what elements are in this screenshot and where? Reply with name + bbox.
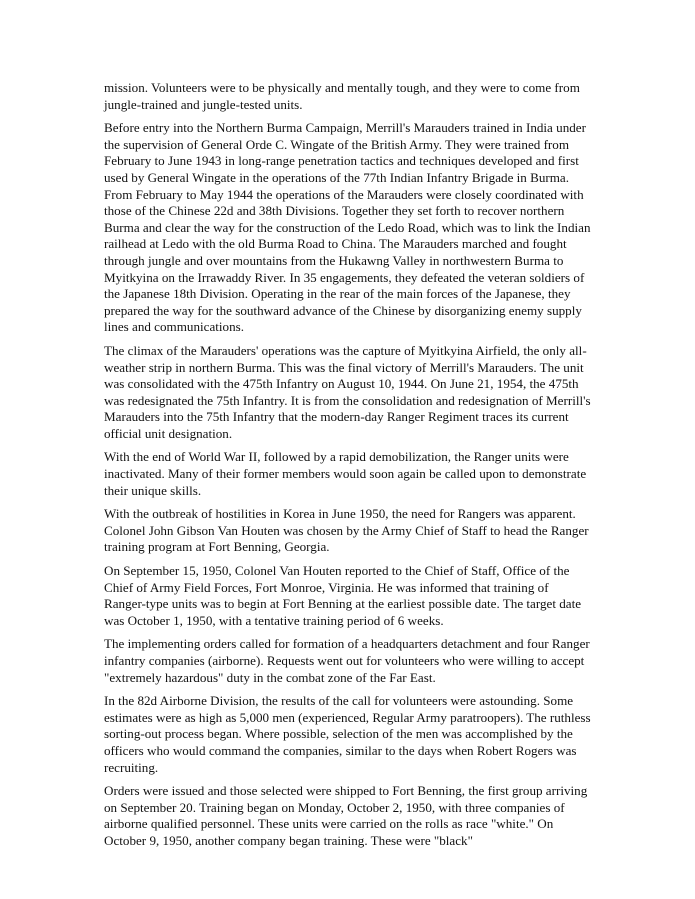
paragraph-3: The climax of the Marauders' operations was the capture of Myitkyina Airfield, the only all-weather strip in northern Burma. This was the final victory of Merrill's Marauders. The unit was consolidated with the 475th Infantry on August 10, 1944. On June 21, 1954, the 475th was redesignated the 75th Infantry. It is from the consolidation and redesignation of Merrill's Marauders into the 75th Infantry that the modern-day Ranger Regiment traces its current official unit designation. — [104, 342, 591, 441]
body-text — [104, 80, 592, 857]
paragraph-2: Before entry into the Northern Burma Campaign, Merrill's Marauders trained in India under the supervision of General Orde C. Wingate of the British Army. They were trained from February to June 1943 in long-range penetration tactics and techniques developed and first used by General Wingate in the operations of the 77th Indian Infantry Brigade in Burma. From February to May 1944 the operations of the Marauders were closely coordinated with those of the Chinese 22d and 38th Divisions. Together they set forth to recover northern Burma and clear the way for the construction of the Ledo Road, which was to link the Indian railhead at Ledo with the old Burma Road to China. The Marauders marched and fought through jungle and over mountains from the Hukawng Valley in northwestern Burma to Myitkyina on the Irrawaddy River. In 35 engagements, they defeated the veteran soldiers of the Japanese 18th Division. Operating in the rear of the main forces of the Japanese, they prepared the way for the southward advance of the Chinese by disorganizing enemy supply lines and communications. — [104, 120, 591, 335]
paragraph-6: On September 15, 1950, Colonel Van Houten reported to the Chief of Staff, Office of the Chief of Army Field Forces, Fort Monroe, Virginia. He was informed that training of Ranger-type units was to begin at Fort Benning at the earliest possible date. The target date was October 1, 1950, with a tentative training period of 6 weeks. — [104, 563, 582, 628]
paragraph-4: With the end of World War II, followed by a rapid demobilization, the Ranger units were inactivated. Many of their former members would soon again be called upon to demonstrate their unique skills. — [104, 449, 587, 498]
paragraph-1: mission. Volunteers were to be physically and mentally tough, and they were to come from jungle-trained and jungle-tested units. — [104, 80, 580, 112]
paragraph-8: In the 82d Airborne Division, the results of the call for volunteers were astounding. Some estimates were as high as 5,000 men (experienced, Regular Army paratroopers). The ruthless sorting-out process began. Where possible, selection of the men was accomplished by the officers who would command the companies, similar to the days when Robert Rogers was recruiting. — [104, 693, 591, 775]
paragraph-9: Orders were issued and those selected were shipped to Fort Benning, the first group arriving on September 20. Training began on Monday, October 2, 1950, with three companies of airborne qualified personnel. These units were carried on the rolls as race "white." On October 9, 1950, another company began training. These were "black" — [104, 783, 588, 848]
paragraph-5: With the outbreak of hostilities in Korea in June 1950, the need for Rangers was apparent. Colonel John Gibson Van Houten was chosen by the Army Chief of Staff to head the Ranger training program at Fort Benning, Georgia. — [104, 506, 589, 555]
paragraph-7: The implementing orders called for formation of a headquarters detachment and four Ranger infantry companies (airborne). Requests went out for volunteers who were willing to accept "extremely hazardous" duty in the combat zone of the Far East. — [104, 636, 590, 685]
